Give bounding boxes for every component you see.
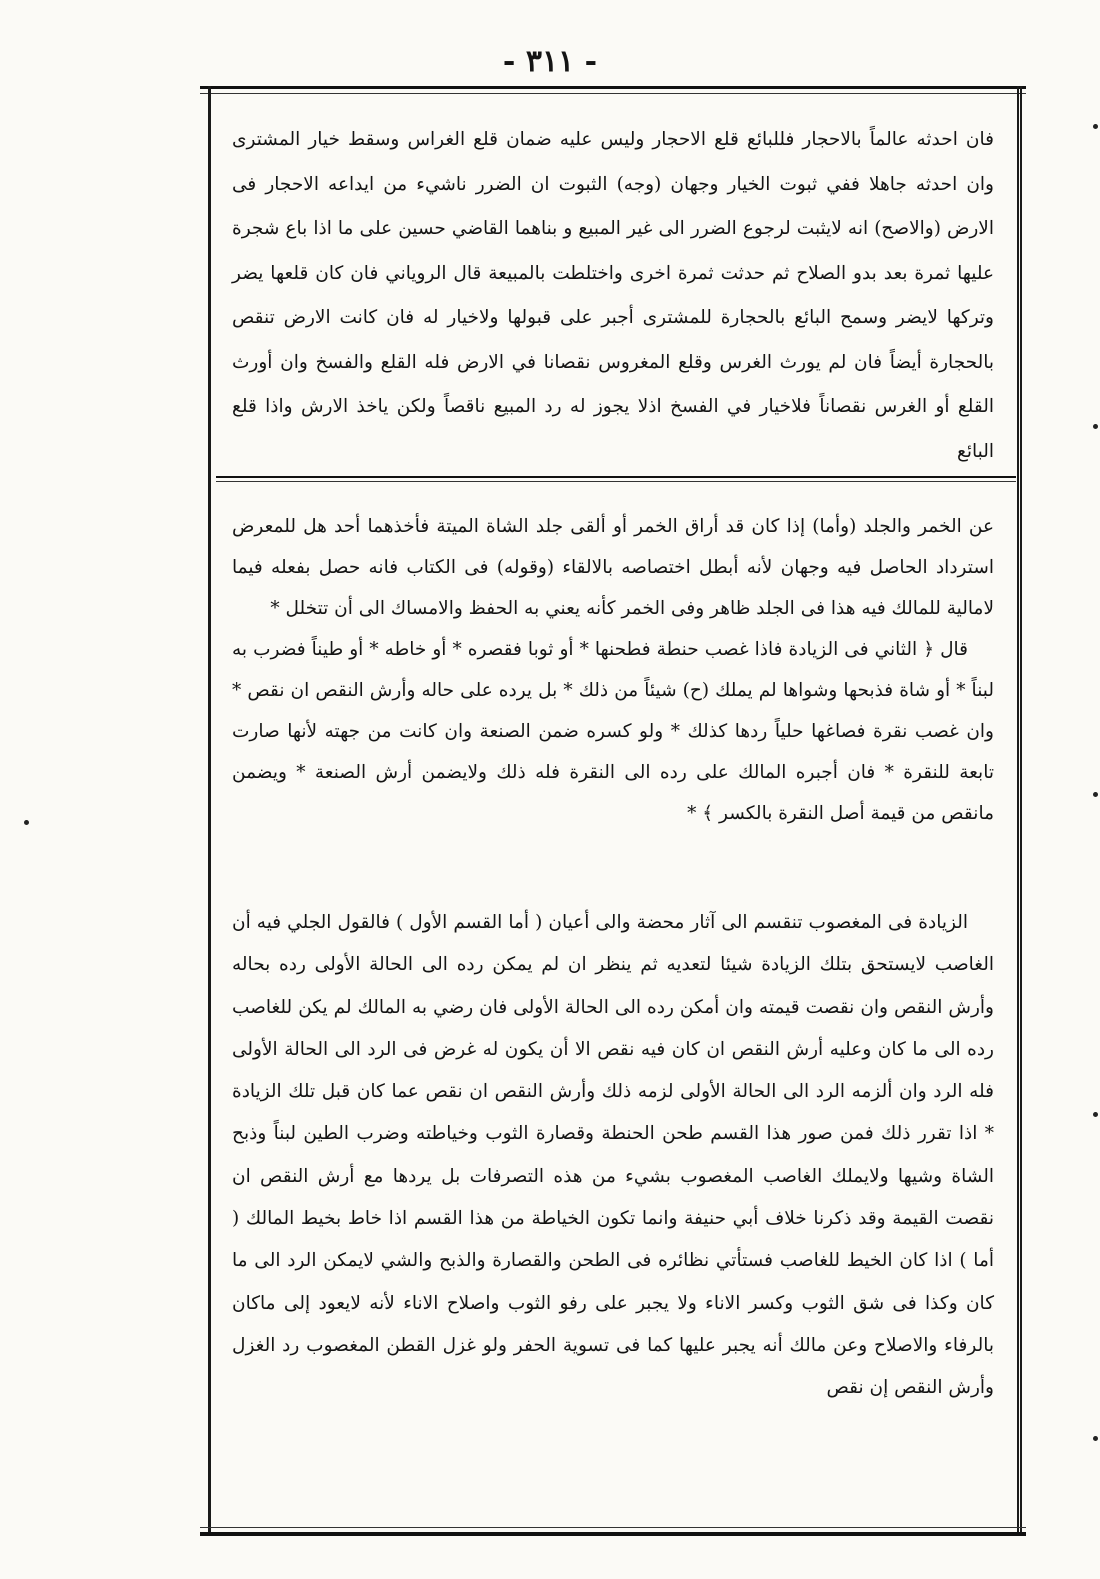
section-divider-rule <box>216 476 1016 482</box>
margin-dot <box>1093 1436 1098 1441</box>
margin-dot <box>1093 124 1098 129</box>
upper-paragraph: فان احدثه عالماً بالاحجار فللبائع قلع الاحجار وليس عليه ضمان قلع الغراس وسقط خيار المشترى وان احدثه جاهلا ففي ثبوت الخيار وجهان (وجه) الثبوت ان الضرر ناشيء من ايداعه الاحجار فى الارض (والاصح) انه لايثبت لرجوع الضرر الى غير المبيع و بناهما القاضي حسين على ما اذا باع شجرة عليها ثمرة بعد بدو الصلاح ثم حدثت ثمرة اخرى واختلطت بالمبيعة قال الروياني فان كان قلعها يضر وتركها لايضر وسمح البائع بالحجارة للمشترى أجبر على قبولها ولاخيار له فان كانت الارض تنقص بالحجارة أيضاً فان لم يورث الغرس وقلع المغروس نقصانا في الارض فله القلع والفسخ وان أورث القلع أو الغرس نقصاناً فلاخيار في الفسخ اذلا يجوز له رد المبيع ناقصاً ولكن ياخذ الارش واذا قلع البائع <box>232 129 994 462</box>
margin-dot <box>24 820 29 825</box>
lower-text-block <box>232 506 994 834</box>
upper-text-block <box>232 118 994 474</box>
margin-dot <box>1093 1112 1098 1117</box>
margin-dot <box>1093 424 1098 429</box>
commentary-paragraph-1: عن الخمر والجلد (وأما) إذا كان قد أراق الخمر أو ألقى جلد الشاة الميتة فأخذهما أحد هل للمعرض استرداد الحاصل فيه وجهان لأنه أبطل اختصاصه بالالقاء (وقوله) فى الكتاب فانه حصل بفعله فيما لامالية للمالك فيه هذا فى الجلد ظاهر وفى الخمر كأنه يعني به الحفظ والامساك الى أن تتخلل * <box>232 516 994 619</box>
commentary-paragraph-3: الزيادة فى المغصوب تنقسم الى آثار محضة والى أعيان ( أما القسم الأول ) فالقول الجلي فيه أن الغاصب لايستحق بتلك الزيادة شيئا لتعديه ثم ينظر ان لم يمكن رده الى الحالة الأولى رده بحاله وأرش النقص وان نقصت قيمته وان أمكن رده الى الحالة الأولى فان رضي به المالك لم يكن للغاصب رده الى ما كان وعليه أرش النقص ان كان فيه نقص الا أن يكون له غرض فى الرد الى الحالة الأولى فله الرد وان ألزمه الرد الى الحالة الأولى لزمه ذلك وأرش النقص ان نقص عما كان قبل تلك الزيادة * اذا تقرر ذلك فمن صور هذا القسم طحن الحنطة وقصارة الثوب وخياطته وضرب الطين لبناً وذبح الشاة وشيها ولايملك الغاصب المغصوب بشيء من هذه التصرفات بل يردها مع أرش النقص ان نقصت القيمة وقد ذكرنا خلاف أبي حنيفة وانما تكون الخياطة من هذا القسم اذا خاط بخيط المالك ( أما ) اذا كان الخيط للغاصب فستأتي نظائره فى الطحن والقصارة والذبح والشي لايمكن الرد الى ما كان وكذا فى شق الثوب وكسر الاناء ولا يجبر على رفو الثوب واصلاح الاناء لأنه لايعود إلى ماكان بالرفاء والاصلاح وعن مالك أنه يجبر عليها كما فى تسوية الحفر ولو غزل القطن المغصوب رد الغزل وأرش النقص إن نقص <box>232 912 994 1399</box>
commentary-paragraph-2: قال ﴿ الثاني فى الزيادة فاذا غصب حنطة فطحنها * أو ثوبا فقصره * أو خاطه * أو طيناً فضرب به لبناً * أو شاة فذبحها وشواها لم يملك (ح) شيئاً من ذلك * بل يرده على حاله وأرش النقص ان نقص * وان غصب نقرة فصاغها حلياً ردها كذلك * ولو كسره ضمن الصنعة وان كانت من جهته لأنها صارت تابعة للنقرة * فان أجبره المالك على رده الى النقرة فله ذلك ولايضمن أرش الصنعة * ويضمن مانقص من قيمة أصل النقرة بالكسر ﴾ * <box>232 639 994 824</box>
page-number: - ٣١١ - <box>502 44 598 79</box>
lower-text-block-continued <box>232 902 994 1410</box>
margin-dot <box>1093 792 1098 797</box>
bottom-border-rule <box>200 1527 1026 1536</box>
